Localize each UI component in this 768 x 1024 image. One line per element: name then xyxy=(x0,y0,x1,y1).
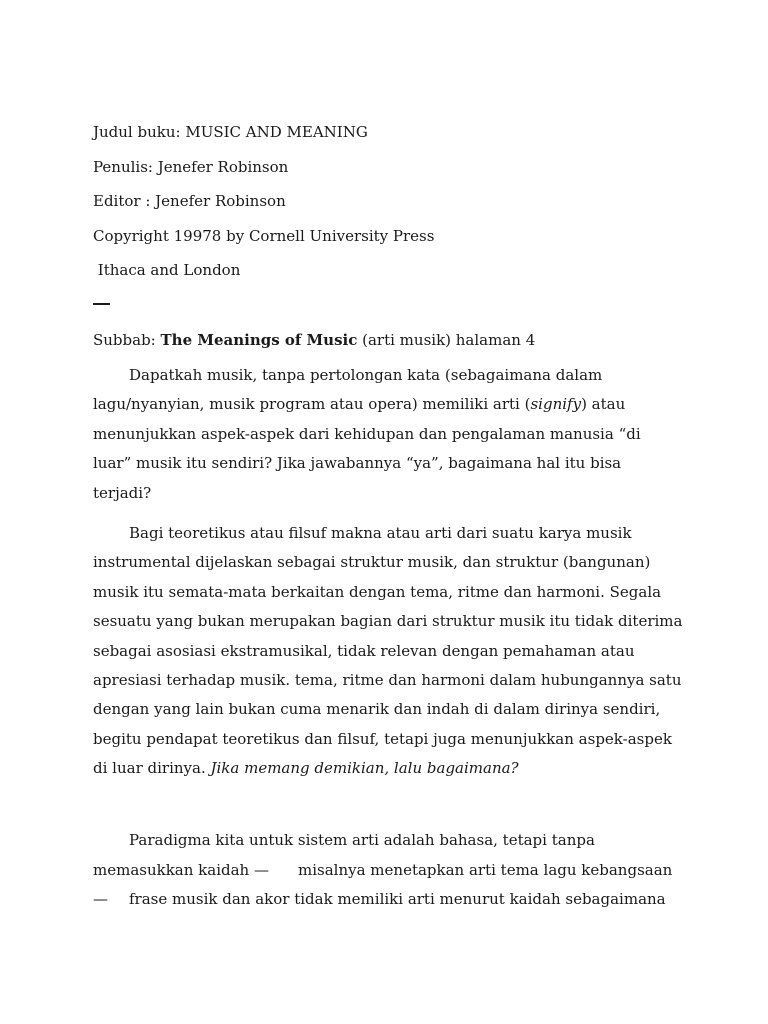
author-line: Penulis: Jenefer Robinson xyxy=(93,158,289,176)
subsection-heading xyxy=(93,330,535,350)
subsection-prefix: Subbab: xyxy=(93,331,161,349)
paragraph-1 xyxy=(93,361,683,508)
book-title-line: Judul buku: MUSIC AND MEANING xyxy=(93,123,368,141)
subsection-suffix: (arti musik) halaman 4 xyxy=(357,331,536,349)
publisher-place-line: Ithaca and London xyxy=(93,261,241,279)
paragraph-1-text-b: ) atau menunjukkan aspek-aspek dari kehidupan dan pengalaman manusia “di luar” musik itu sendiri? Jika jawabannya “ya”, bagaimana hal itu bisa terjadi? xyxy=(93,395,641,502)
paragraph-1-italic: signify xyxy=(530,395,582,414)
paragraph-3-line-2b: misalnya menetapkan arti tema lagu kebangsaan xyxy=(298,861,673,879)
separator-dash xyxy=(93,303,110,305)
paragraph-2-text: Bagi teoretikus atau filsuf makna atau arti dari suatu karya musik instrumental dijelaskan sebagai struktur musik, dan struktur (bangunan) musik itu semata-mata berkaitan dengan tema, ritme dan harmoni. Segala sesuatu yang bukan merupakan bagian dari struktur musik itu tidak diterima sebagai asosiasi ekstramusikal, tidak relevan dengan pemahaman atau apresiasi terhadap musik. tema, ritme dan harmoni dalam hubungannya satu dengan yang lain bukan cuma menarik dan indah di dalam dirinya sendiri, begitu pendapat teoretikus dan filsuf, tetapi juga menunjukkan aspek-aspek di luar dirinya. xyxy=(93,524,683,778)
paragraph-2-italic: Jika memang demikian, lalu bagaimana? xyxy=(210,759,519,778)
editor-line: Editor : Jenefer Robinson xyxy=(93,192,286,210)
paragraph-3-line-3a: — xyxy=(93,890,108,908)
subsection-title: The Meanings of Music xyxy=(160,331,358,349)
copyright-line: Copyright 19978 by Cornell University Press xyxy=(93,227,435,245)
paragraph-3-line-1: Paradigma kita untuk sistem arti adalah bahasa, tetapi tanpa xyxy=(129,831,595,849)
paragraph-3-line-3b: frase musik dan akor tidak memiliki arti menurut kaidah sebagaimana xyxy=(129,890,666,908)
paragraph-3-line-2a: memasukkan kaidah — xyxy=(93,861,269,879)
paragraph-1-text-a: Dapatkah musik, tanpa pertolongan kata (sebagaimana dalam lagu/nyanyian, musik program atau opera) memiliki arti ( xyxy=(93,366,603,414)
paragraph-2 xyxy=(93,519,683,784)
